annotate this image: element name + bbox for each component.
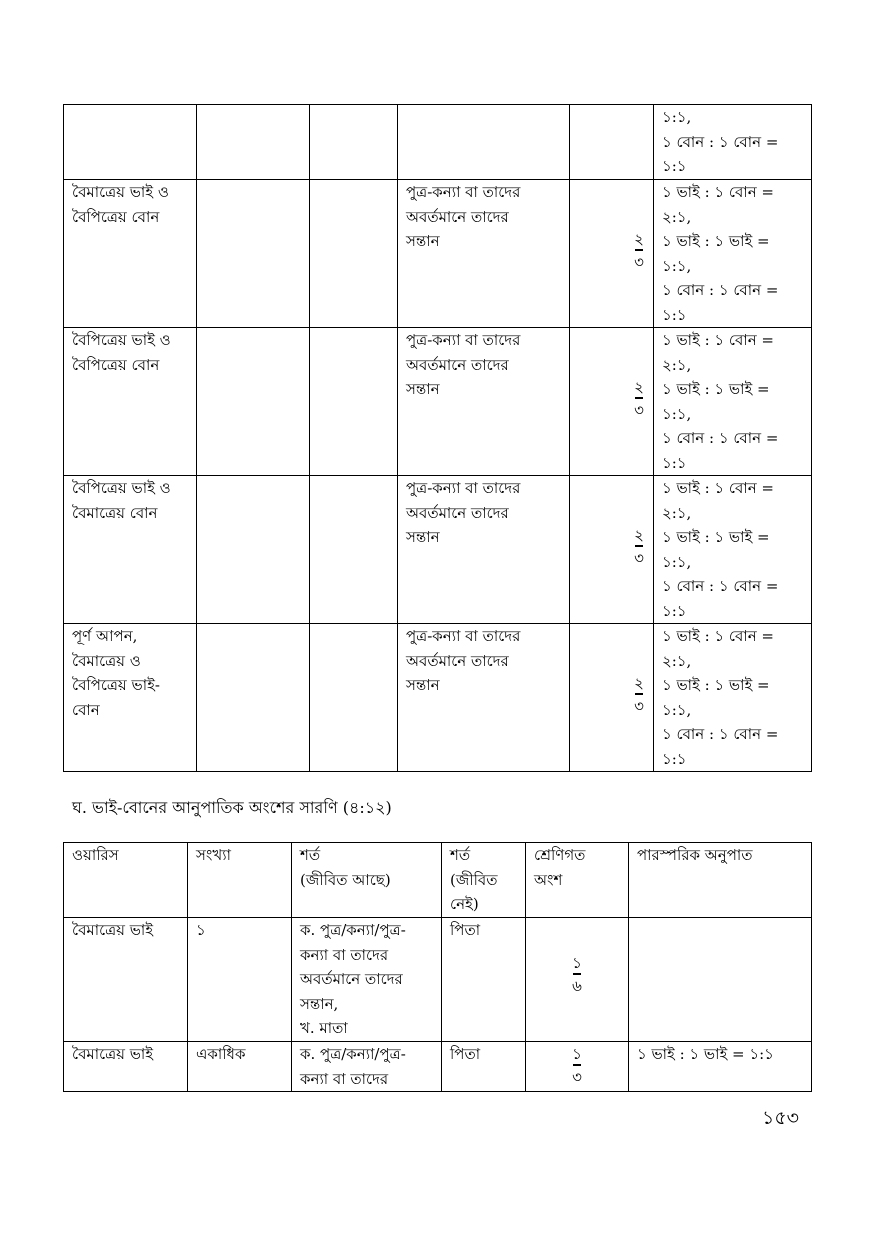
ratio-cell: [654, 180, 812, 328]
header-share: [526, 843, 629, 918]
ratio-line: ২:১,: [662, 651, 692, 670]
header-text: (জীবিত আছে): [300, 870, 391, 889]
empty-cell: [197, 105, 310, 180]
condition-cell: [398, 624, 570, 772]
table-row: [64, 476, 812, 624]
share-cell: [570, 476, 654, 624]
heir-line: বৈমাত্রেয় ভাই ও: [72, 183, 169, 201]
share-cell: [570, 180, 654, 328]
header-cond-alive: [292, 843, 442, 918]
ratio-line: ১ বোন : ১ বোন =: [662, 429, 779, 447]
header-text: শর্ত: [450, 846, 471, 864]
ratio-line: ১:১: [662, 601, 687, 620]
fraction-bar: [635, 545, 643, 547]
header-count: [188, 843, 292, 918]
fraction-numerator: ২: [634, 674, 644, 692]
header-text: পারস্পরিক অনুপাত: [637, 846, 753, 864]
heir-cell: [64, 624, 197, 772]
condition-line: ক. পুত্র/কন্যা/পুত্র-: [300, 921, 406, 939]
header-text: অংশ: [534, 870, 563, 889]
heir-line: বোন: [72, 700, 100, 719]
condition-cell: [398, 476, 570, 624]
heir-cell: বৈমাত্রেয় ভাই: [64, 1042, 188, 1092]
ratio-line: ১ বোন : ১ বোন =: [662, 281, 779, 299]
sibling-share-table: [63, 842, 812, 1092]
heir-line: বৈপিত্রেয় ভাই-: [72, 676, 160, 694]
ratio-cell: [654, 328, 812, 476]
empty-cell: [310, 105, 398, 180]
empty-cell: [310, 180, 398, 328]
ratio-line: ১:১,: [662, 552, 692, 571]
ratio-line: ১:১: [662, 305, 687, 324]
table-row: [64, 328, 812, 476]
ratio-cell: [654, 624, 812, 772]
ratio-line: ১ ভাই : ১ ভাই =: [662, 676, 770, 694]
share-cell: [570, 105, 654, 180]
share-cell: [570, 328, 654, 476]
condition-cell: [398, 328, 570, 476]
condition-cell: [398, 180, 570, 328]
header-ratio: [629, 843, 812, 918]
header-heir: [64, 843, 188, 918]
heir-line: বৈপিত্রেয় বোন: [72, 355, 160, 374]
fraction: [634, 378, 644, 419]
ratio-line: ১:১: [662, 453, 687, 472]
table-row: [64, 105, 812, 180]
page-number: ১৫৩: [762, 1107, 800, 1129]
ratio-line: ১ বোন : ১ বোন =: [662, 725, 779, 743]
empty-cell: [310, 476, 398, 624]
condition-line: পুত্র-কন্যা বা তাদের: [406, 183, 521, 201]
ratio-cell: ১ ভাই : ১ ভাই = ১:১: [629, 1042, 812, 1092]
heir-line: বৈপিত্রেয় ভাই ও: [72, 331, 171, 349]
fraction-numerator: ২: [634, 230, 644, 248]
ratio-cell: [654, 105, 812, 180]
condition-line: সন্তান,: [300, 994, 339, 1013]
heir-line: বৈমাত্রেয় বোন: [72, 503, 158, 522]
fraction-denominator: ৩: [634, 549, 644, 567]
condition-line: পুত্র-কন্যা বা তাদের: [406, 479, 521, 497]
fraction: [634, 230, 644, 271]
heir-line: বৈমাত্রেয় ও: [72, 651, 141, 670]
share-cell: [570, 624, 654, 772]
ratio-cell: [654, 476, 812, 624]
condition-line: পুত্র-কন্যা বা তাদের: [406, 627, 521, 645]
count-cell: একাধিক: [188, 1042, 292, 1092]
ratio-line: ২:১,: [662, 355, 692, 374]
heir-line: বৈপিত্রেয় বোন: [72, 207, 160, 226]
heir-cell: [64, 328, 197, 476]
condition-line: সন্তান: [406, 676, 440, 694]
fraction: [634, 526, 644, 567]
condition-line: পুত্র-কন্যা বা তাদের: [406, 331, 521, 349]
ratio-line: ২:১,: [662, 207, 692, 226]
heir-line: বৈপিত্রেয় ভাই ও: [72, 479, 171, 497]
fraction-denominator: ৩: [634, 697, 644, 715]
table-row: [64, 1042, 812, 1092]
share-cell: [526, 918, 629, 1042]
ratio-line: ১ ভাই : ১ ভাই =: [662, 232, 770, 250]
empty-cell: [197, 180, 310, 328]
header-text: শর্ত: [300, 846, 321, 864]
fraction: [572, 1045, 582, 1086]
heir-cell: [64, 105, 197, 180]
condition-line: অবর্তমানে তাদের: [300, 970, 403, 988]
table-header-row: [64, 843, 812, 918]
inheritance-table-continued: [63, 104, 812, 772]
condition-line: সন্তান: [406, 232, 440, 250]
fraction-numerator: ১: [572, 954, 582, 972]
fraction-bar: [635, 693, 643, 695]
cond-dead-cell: পিতা: [442, 918, 526, 1042]
ratio-line: ১ ভাই : ১ ভাই =: [662, 380, 770, 398]
fraction-bar: [573, 1064, 581, 1066]
ratio-line: ১:১,: [662, 108, 692, 126]
fraction-bar: [635, 397, 643, 399]
condition-line: সন্তান: [406, 380, 440, 398]
header-cond-dead: [442, 843, 526, 918]
heir-cell: বৈমাত্রেয় ভাই: [64, 918, 188, 1042]
condition-line: খ. মাতা: [300, 1019, 348, 1037]
header-text: সংখ্যা: [196, 846, 231, 864]
condition-cell: [398, 105, 570, 180]
table-row: [64, 180, 812, 328]
fraction-numerator: ২: [634, 526, 644, 544]
fraction-bar: [635, 249, 643, 251]
ratio-line: ১ ভাই : ১ বোন =: [662, 627, 774, 645]
condition-line: কন্যা বা তাদের: [300, 1069, 389, 1088]
header-text: (জীবিত: [450, 870, 498, 889]
ratio-line: ১:১,: [662, 404, 692, 423]
cond-alive-cell: [292, 918, 442, 1042]
ratio-line: ১ ভাই : ১ বোন =: [662, 479, 774, 497]
ratio-cell: [629, 918, 812, 1042]
condition-line: অবর্তমানে তাদের: [406, 503, 509, 522]
ratio-line: ১ ভাই : ১ বোন =: [662, 183, 774, 201]
header-text: নেই): [450, 895, 479, 913]
heir-cell: [64, 180, 197, 328]
fraction-denominator: ৩: [634, 253, 644, 271]
ratio-line: ১:১: [662, 749, 687, 768]
cond-dead-cell: পিতা: [442, 1042, 526, 1092]
condition-line: অবর্তমানে তাদের: [406, 207, 509, 226]
table-row: [64, 918, 812, 1042]
table-row: [64, 624, 812, 772]
fraction-denominator: ৬: [572, 977, 582, 995]
fraction-bar: [573, 973, 581, 975]
cond-alive-cell: [292, 1042, 442, 1092]
ratio-line: ১ ভাই : ১ ভাই =: [662, 528, 770, 546]
heir-line: পূর্ণ আপন,: [72, 627, 138, 645]
condition-line: কন্যা বা তাদের: [300, 945, 389, 964]
ratio-line: ১:১,: [662, 700, 692, 719]
section-heading: ঘ. ভাই-বোনের আনুপাতিক অংশের সারণি (৪:১২): [72, 798, 392, 817]
condition-line: অবর্তমানে তাদের: [406, 651, 509, 670]
fraction-numerator: ২: [634, 378, 644, 396]
fraction-numerator: ১: [572, 1045, 582, 1063]
fraction: [572, 954, 582, 995]
empty-cell: [197, 476, 310, 624]
ratio-line: ১:১,: [662, 256, 692, 275]
count-cell: ১: [188, 918, 292, 1042]
fraction-denominator: ৩: [634, 401, 644, 419]
condition-line: অবর্তমানে তাদের: [406, 355, 509, 374]
empty-cell: [197, 328, 310, 476]
header-text: ওয়ারিস: [72, 846, 119, 864]
empty-cell: [197, 624, 310, 772]
header-text: শ্রেণিগত: [534, 846, 586, 864]
ratio-line: ১ ভাই : ১ বোন =: [662, 331, 774, 349]
ratio-line: ১:১: [662, 157, 687, 175]
ratio-line: ১ বোন : ১ বোন =: [662, 132, 779, 151]
fraction-denominator: ৩: [572, 1068, 582, 1086]
ratio-line: ২:১,: [662, 503, 692, 522]
condition-line: ক. পুত্র/কন্যা/পুত্র-: [300, 1045, 406, 1063]
ratio-line: ১ বোন : ১ বোন =: [662, 577, 779, 595]
empty-cell: [310, 328, 398, 476]
empty-cell: [310, 624, 398, 772]
fraction: [634, 674, 644, 715]
share-cell: [526, 1042, 629, 1092]
condition-line: সন্তান: [406, 528, 440, 546]
heir-cell: [64, 476, 197, 624]
